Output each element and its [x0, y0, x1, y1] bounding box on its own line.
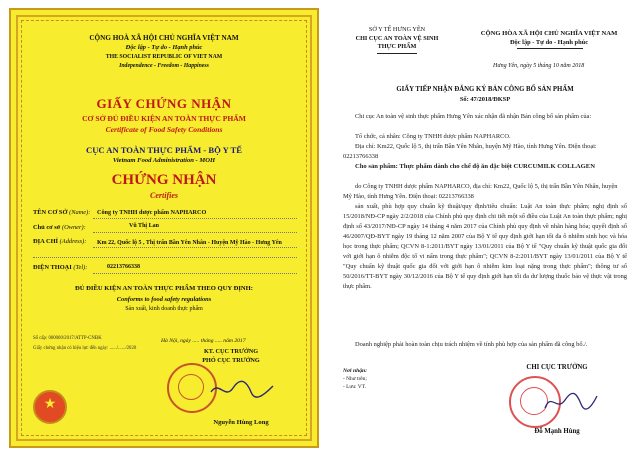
recipient-1: - Như trên;: [343, 376, 367, 382]
cert-agency: CỤC AN TOÀN THỰC PHẨM - BỘ Y TẾ: [86, 145, 242, 155]
doc-motto: Độc lập - Tự do - Hạnh phúc: [509, 39, 589, 46]
doc-country: CỘNG HÒA XÃ HỘI CHỦ NGHĨA VIỆT NAM: [480, 30, 618, 37]
cert-subtitle-en: Certificate of Food Safety Conditions: [105, 125, 223, 134]
doc-para-6: Doanh nghiệp phải hoàn toàn chịu trách nhiệm về tính phù hợp của sản phẩm đã công bố./.: [355, 341, 588, 348]
left-signer-name: Nguyễn Hùng Long: [213, 419, 269, 426]
doc-para-5: sản xuất, phù hợp quy chuẩn kỹ thuật/quy định/tiêu chuẩn: Luật An toàn thực phẩm; nghị định số 15/2018/NĐ-CP ngày 2/2/2018 của Chính phủ quy định chi tiết một số điều của Luật An toàn thực phẩm; nghị định số 43/2017/NĐ-CP ngày 14 tháng 4 năm 2017 của Chính phủ quy định về nhãn hàng hóa; quyết định số 46/2007/QĐ-BYT ngày 19 tháng 12 năm 2007 của Bộ Y tế quy định giới hạn tối đa ô nhiễm sinh học và hóa học trong thực phẩm; QCVN 8-1:2011/BYT ngày 13/01/2011 của Bộ Y tế "Quy chuẩn kỹ thuật quốc gia đối với giới hạn ô nhiễm độc tố vi nấm trong thực phẩm"; QCVN 8-2:2011/BYT ngày 13/01/2011 của Bộ Y tế "Quy chuẩn kỹ thuật quốc gia đối với giới hạn ô nhiễm kim loại nặng trong thực phẩm"; thông tư số 50/2016/TT-BYT ngày 30/12/2016 của Bộ Y tế quy định giới hạn tối đa dư lượng thuốc bảo vệ thực vật trong thực phẩm.: [343, 203, 627, 290]
sign-title-1: KT. CỤC TRƯỞNG: [203, 348, 259, 355]
recipient-2: - Lưu: VT.: [343, 384, 366, 390]
name-underline: [93, 218, 297, 219]
certificate-validity: Giấy chứng nhận có hiệu lực đến ngày: ....../....../2020: [33, 346, 137, 351]
cert-certify: CHỨNG NHẬN: [111, 172, 217, 188]
doc-para-1: Chi cục An toàn vệ sinh thực phẩm Hưng Yên xác nhận đã nhận Bản công bố sản phẩm của:: [355, 113, 592, 120]
doc-title: GIẤY TIẾP NHẬN ĐĂNG KÝ BẢN CÔNG BỐ SẢN PHẨM: [396, 86, 574, 93]
cert-agency-en: Vietnam Food Administration - MOH: [112, 157, 216, 164]
recipients-title: Nơi nhận:: [343, 368, 367, 374]
phone-value: 02213766338: [107, 264, 140, 270]
name-label: TÊN CƠ SỞ (Name):: [33, 209, 91, 216]
owner-value: Vũ Thị Lan: [129, 223, 159, 229]
cert-certify-en: Certifies: [150, 191, 178, 200]
name-value: Công ty TNHH dược phẩm NAPHARCO: [97, 209, 207, 216]
doc-agency-rule: [377, 53, 417, 54]
cert-header-motto-en: Independence - Freedom - Happiness: [119, 63, 209, 69]
cert-title: GIẤY CHỨNG NHẬN: [96, 96, 232, 111]
doc-number: Số: 47/2018/ĐKSP: [459, 96, 511, 103]
doc-para-2: Tổ chức, cá nhân: Công ty TNHH dược phẩm NAPHARCO.: [355, 133, 511, 140]
ministry-emblem-icon: ★: [33, 390, 67, 424]
cert-header-motto: Độc lập - Tự do - Hạnh phúc: [125, 44, 203, 51]
signature-left: [207, 374, 277, 404]
doc-agency-3: THỰC PHẨM: [377, 43, 417, 50]
doc-date: Hưng Yên, ngày 5 tháng 10 năm 2018: [493, 63, 585, 69]
doc-agency-1: SỞ Y TẾ HƯNG YÊN: [368, 26, 426, 33]
conditions-title: ĐỦ ĐIỀU KIỆN AN TOÀN THỰC PHẨM THEO QUY ĐỊNH:: [75, 285, 253, 292]
address-label: ĐỊA CHỈ (Address):: [33, 238, 87, 245]
phone-underline: [93, 273, 297, 274]
conditions-scope: Sản xuất, kinh doanh thực phẩm: [125, 306, 203, 312]
product-registration-document: [337, 8, 633, 448]
doc-agency-2: CHI CỤC AN TOÀN VỆ SINH: [355, 35, 439, 42]
doc-product-name: Cho sản phẩm: Thực phẩm dành cho chế độ ăn đặc biệt CURCUMILK COLLAGEN: [355, 163, 595, 170]
address-underline-1: [93, 247, 297, 248]
owner-underline: [93, 232, 297, 233]
address-value: Km 22, Quốc lộ 5 , Thị trấn Bần Yên Nhân - Huyện Mỹ Hào - Hưng Yên: [97, 240, 282, 246]
doc-para-3: Địa chỉ: Km22, Quốc lộ 5, thị trấn Bần Yên Nhân, huyện Mỹ Hào, tỉnh Hưng Yên. Điện thoại: 02213766338: [343, 143, 597, 160]
signature-right: [541, 388, 601, 416]
doc-motto-rule: [517, 48, 583, 49]
doc-signer: Đỗ Mạnh Hùng: [534, 428, 580, 435]
doc-para-4: do Công ty TNHH dược phẩm NAPHARCO, địa chỉ: Km22, Quốc lộ 5, thị trấn Bần Yên Nhân, huyện Mỹ Hào, tỉnh Hưng Yên. Điện thoại: 02213766338: [343, 183, 618, 200]
phone-label: ĐIỆN THOẠI (Tel):: [33, 264, 88, 271]
doc-sign-title: CHI CỤC TRƯỞNG: [526, 364, 588, 371]
sign-title-2: PHÓ CỤC TRƯỞNG: [202, 357, 260, 364]
cert-subtitle: CƠ SỞ ĐỦ ĐIỀU KIỆN AN TOÀN THỰC PHẨM: [82, 114, 246, 123]
cert-header-country: CỘNG HOÀ XÃ HỘI CHỦ NGHĨA VIỆT NAM: [89, 34, 239, 42]
issue-date: Hà Nội, ngày ..... tháng ..... năm 2017: [161, 338, 246, 344]
address-underline-2: [33, 257, 297, 258]
conditions-en: Conforms to food safety regulations: [116, 296, 212, 303]
cert-header-country-en: THE SOCIALIST REPUBLIC OF VIET NAM: [105, 54, 223, 60]
food-safety-certificate: [9, 8, 319, 448]
owner-label: Chủ cơ sở (Owner):: [33, 224, 86, 231]
certificate-number: Số cấp: 000000/2017/ATTP-CNĐK: [33, 336, 102, 341]
